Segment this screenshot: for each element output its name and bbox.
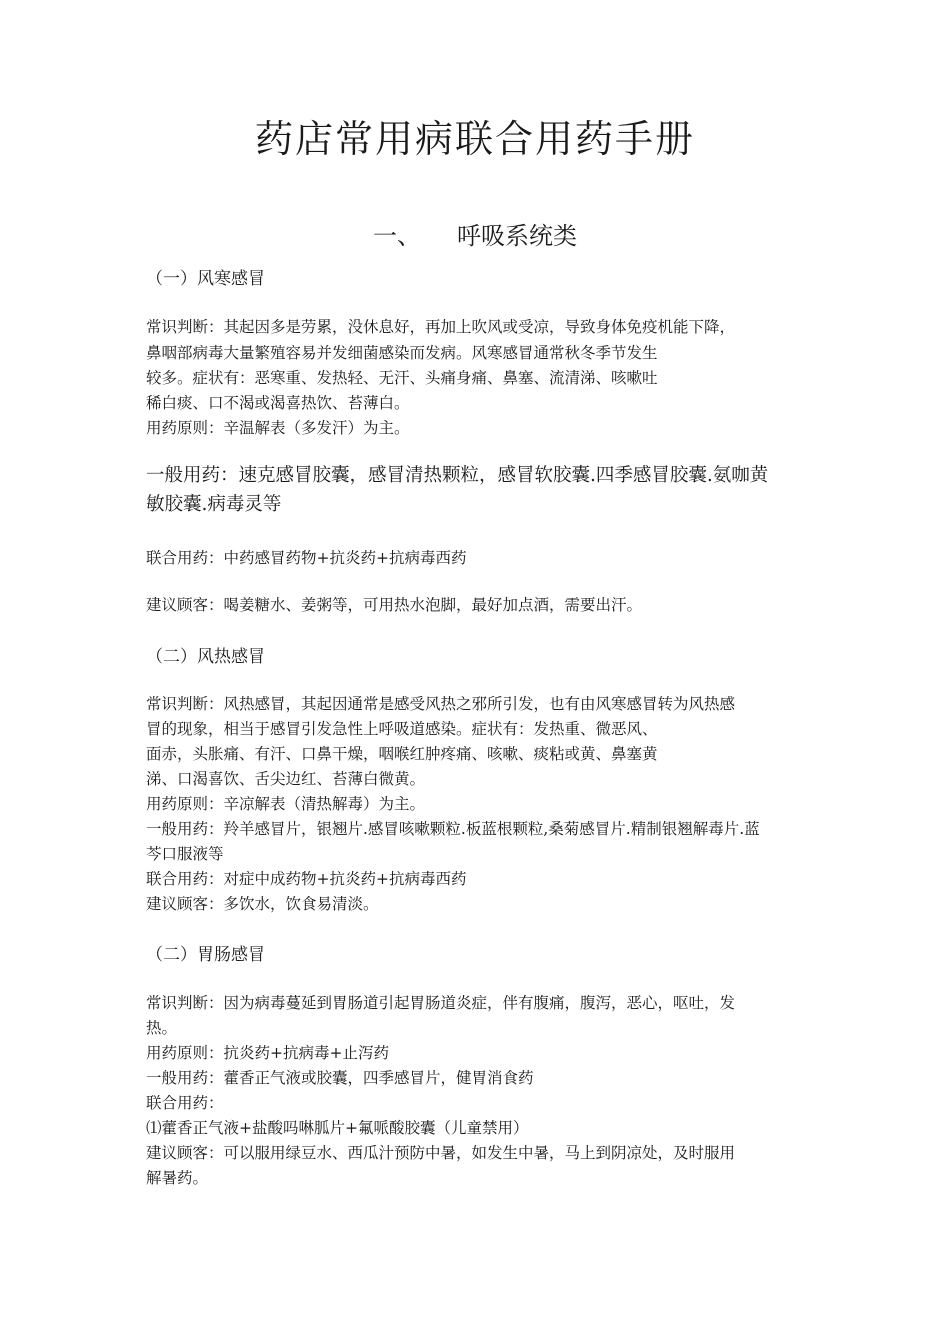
general-drugs-line: 一般用药：速克感冒胶囊，感冒清热颗粒，感冒软胶囊.四季感冒胶囊.氨咖黄 [146,465,769,486]
section-line: 常识判断：其起因多是劳累，没休息好，再加上吹风或受凉，导致身体免疫机能下降， [146,318,736,336]
section-line: 热。 [146,1019,178,1037]
section-line: 面赤，头胀痛、有汗、口鼻干燥，咽喉红肿疼痛、咳嗽、痰粘或黄、鼻塞黄 [146,745,658,763]
section-line: ⑴藿香正气液+盐酸吗啉胍片+氟哌酸胶囊（儿童禁用） [146,1119,529,1137]
section-line: 常识判断：风热感冒，其起因通常是感受风热之邪所引发，也有由风寒感冒转为风热感 [146,695,736,713]
section-heading-wind-heat: （二）风热感冒 [146,647,265,667]
section-line: 用药原则：抗炎药+抗病毒+止泻药 [146,1044,389,1062]
section-line: 较多。症状有：恶寒重、发热轻、无汗、头痛身痛、鼻塞、流清涕、咳嗽吐 [146,369,658,387]
combo-drugs-line: 联合用药：中药感冒药物+抗炎药+抗病毒西药 [146,549,467,567]
section-line: 联合用药： [146,1094,224,1112]
document-title: 药店常用病联合用药手册 [254,117,695,161]
section-heading-wind-cold: （一）风寒感冒 [146,269,265,289]
section-line: 解暑药。 [146,1169,209,1187]
section-line: 鼻咽部病毒大量繁殖容易并发细菌感染而发病。风寒感冒通常秋冬季节发生 [146,344,658,362]
section-line: 建议顾客：多饮水，饮食易清淡。 [146,895,379,913]
section-line: 涕、口渴喜饮、舌尖边红、苔薄白微黄。 [146,770,426,788]
chapter-name: 呼吸系统类 [457,222,577,250]
section-line: 稀白痰、口不渴或渴喜热饮、苔薄白。 [146,394,410,412]
section-line: 一般用药：羚羊感冒片，银翘片.感冒咳嗽颗粒.板蓝根颗粒,桑菊感冒片.精制银翘解毒片.蓝 [146,820,760,838]
section-line: 建议顾客：可以服用绿豆水、西瓜汁预防中暑，如发生中暑，马上到阴凉处，及时服用 [146,1144,736,1162]
section-line: 冒的现象，相当于感冒引发急性上呼吸道感染。症状有：发热重、微恶风、 [146,720,658,738]
section-line: 常识判断：因为病毒蔓延到胃肠道引起胃肠道炎症，伴有腹痛，腹泻，恶心，呕吐，发 [146,994,736,1012]
general-drugs-line: 敏胶囊.病毒灵等 [146,494,282,515]
section-line: 联合用药：对症中成药物+抗炎药+抗病毒西药 [146,870,467,888]
section-heading-stomach-flu: （二）胃肠感冒 [146,945,265,965]
chapter-number: 一、 [373,222,421,250]
section-line: 用药原则：辛温解表（多发汗）为主。 [146,419,410,437]
section-line: 一般用药：藿香正气液或胶囊，四季感冒片，健胃消食药 [146,1069,534,1087]
customer-advice-line: 建议顾客：喝姜糖水、姜粥等，可用热水泡脚，最好加点酒，需要出汗。 [146,596,643,614]
section-line: 用药原则：辛凉解表（清热解毒）为主。 [146,795,426,813]
section-line: 芩口服液等 [146,845,224,863]
chapter-heading [0,216,950,251]
